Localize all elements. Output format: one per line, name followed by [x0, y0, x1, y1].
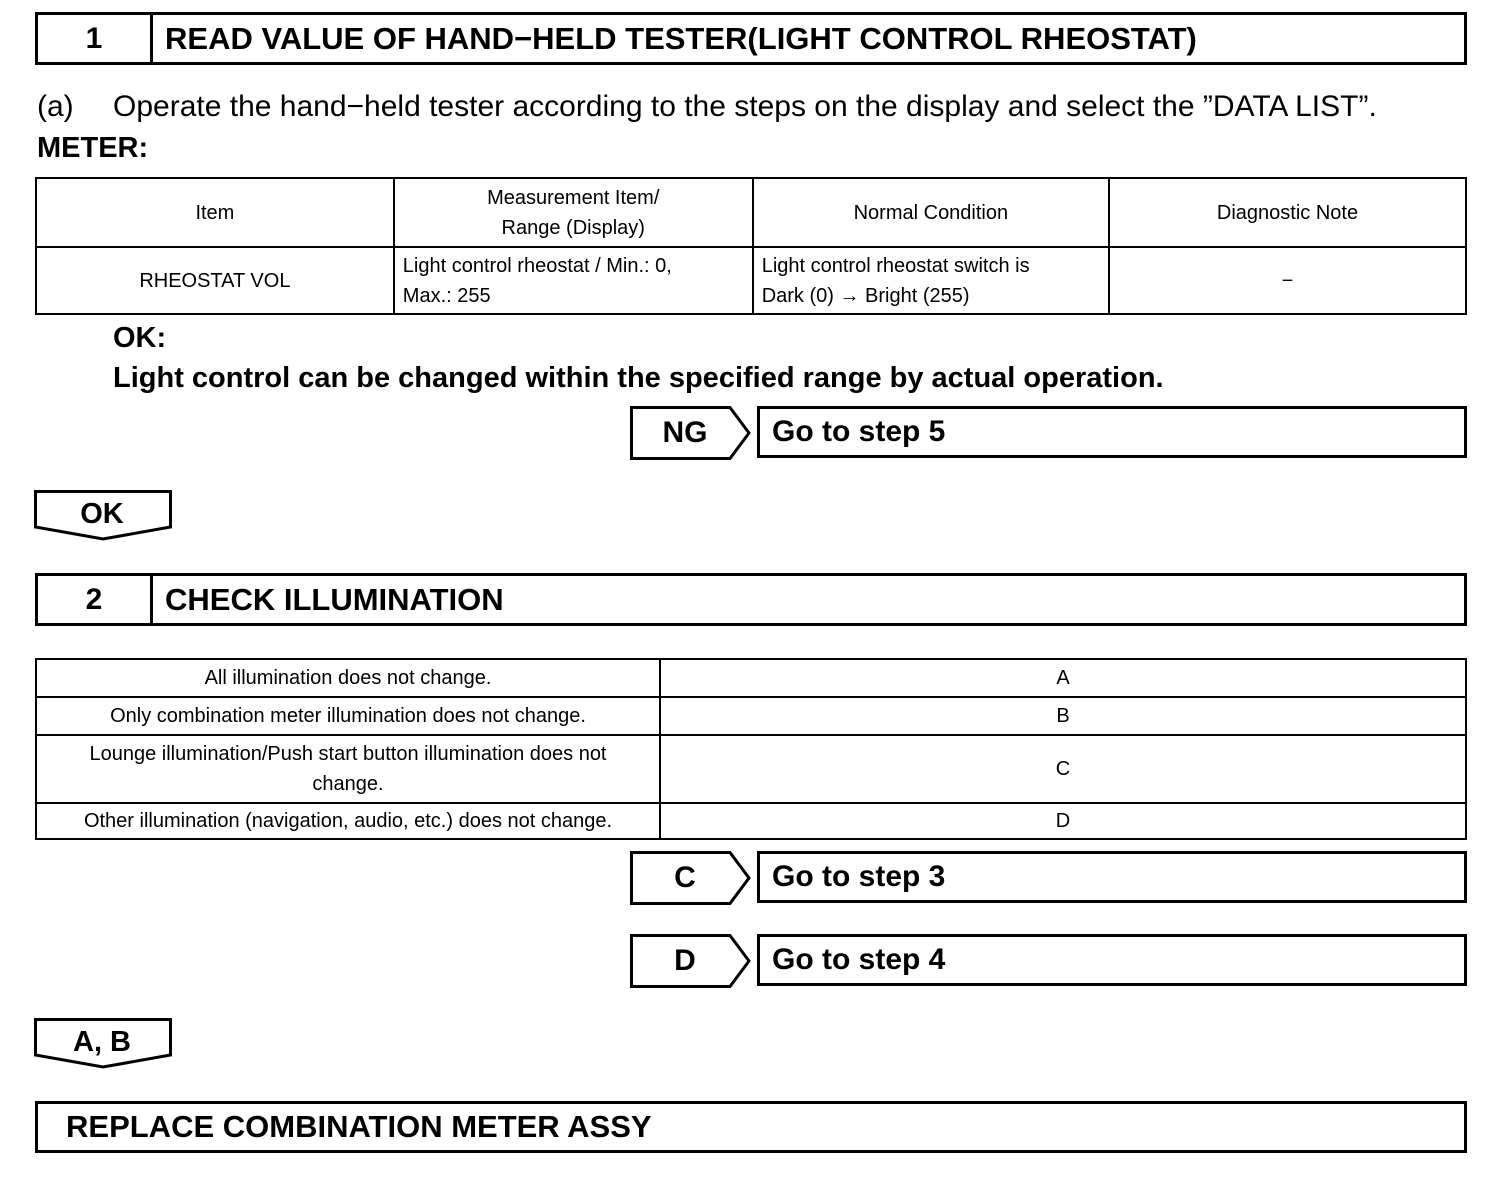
step-number: 2: [38, 576, 153, 623]
result-cell: B: [660, 697, 1466, 735]
table-header-row: [36, 178, 1466, 247]
d-branch-label: D: [674, 944, 696, 977]
step-title: READ VALUE OF HAND−HELD TESTER(LIGHT CONTROL RHEOSTAT): [165, 20, 1197, 56]
cell-condition-line1: Light control rheostat switch is: [761, 254, 1030, 277]
instruction-text: Operate the hand−held tester according to the steps on the display and select the ”DATA LIST”.: [113, 90, 1377, 123]
cell-range-line1: Light control rheostat / Min.: 0,: [402, 254, 672, 277]
result-cell: D: [660, 803, 1466, 839]
condition-line2: change.: [312, 773, 384, 795]
header-measurement-line1: Measurement Item/: [487, 186, 660, 209]
step-2-header: [35, 573, 1467, 626]
table-row: [36, 247, 1466, 314]
instruction-marker: (a): [37, 90, 74, 123]
ab-down-tag[interactable]: [34, 1018, 172, 1070]
ng-branch-label: NG: [662, 416, 708, 449]
data-list-table: [35, 177, 1467, 315]
ok-label: OK:: [113, 322, 167, 354]
header-normal-condition: Normal Condition: [753, 178, 1109, 247]
condition-cell: Only combination meter illumination does not change.: [36, 697, 660, 735]
header-item: Item: [36, 178, 394, 247]
go-to-step-4-box[interactable]: [757, 934, 1467, 986]
cell-note: −: [1109, 247, 1466, 314]
go-to-step-3-box[interactable]: [757, 851, 1467, 903]
result-cell: C: [660, 735, 1466, 803]
header-diagnostic-note: Diagnostic Note: [1109, 178, 1466, 247]
table-row: [36, 735, 1466, 803]
header-measurement-line2: Range (Display): [501, 216, 645, 239]
ok-down-tag[interactable]: [34, 490, 172, 542]
go-to-step-3-text: Go to step 3: [772, 860, 946, 893]
condition-cell: Other illumination (navigation, audio, etc.) does not change.: [36, 803, 660, 839]
table-row: [36, 803, 1466, 839]
cell-range: [394, 247, 753, 314]
cell-item: RHEOSTAT VOL: [36, 247, 394, 314]
ok-tag-label: OK: [80, 497, 124, 530]
cell-condition-line2: Dark (0) → Bright (255): [761, 284, 970, 307]
result-cell: A: [660, 659, 1466, 697]
replace-meter-box: [35, 1101, 1467, 1153]
ok-criteria-text: Light control can be changed within the specified range by actual operation.: [113, 362, 1164, 394]
condition-cell: All illumination does not change.: [36, 659, 660, 697]
header-measurement-range: [394, 178, 753, 247]
cell-condition: [753, 247, 1109, 314]
cell-range-line2: Max.: 255: [402, 284, 491, 307]
condition-line1: Lounge illumination/Push start button illumination does not: [89, 743, 607, 765]
table-row: [36, 697, 1466, 735]
table-row: [36, 659, 1466, 697]
d-branch-tag[interactable]: [630, 934, 752, 988]
meter-label: METER:: [37, 132, 149, 164]
illumination-table: [35, 658, 1467, 840]
c-branch-tag[interactable]: [630, 851, 752, 905]
replace-meter-text: REPLACE COMBINATION METER ASSY: [66, 1109, 652, 1144]
go-to-step-5-box[interactable]: [757, 406, 1467, 458]
step-number: 1: [38, 15, 153, 62]
condition-cell: [36, 735, 660, 803]
ng-branch-tag[interactable]: [630, 406, 752, 460]
go-to-step-5-text: Go to step 5: [772, 415, 946, 448]
go-to-step-4-text: Go to step 4: [772, 943, 946, 976]
step-1-header: [35, 12, 1467, 65]
ab-tag-label: A, B: [73, 1025, 131, 1058]
c-branch-label: C: [674, 861, 696, 894]
step-title: CHECK ILLUMINATION: [165, 581, 504, 617]
